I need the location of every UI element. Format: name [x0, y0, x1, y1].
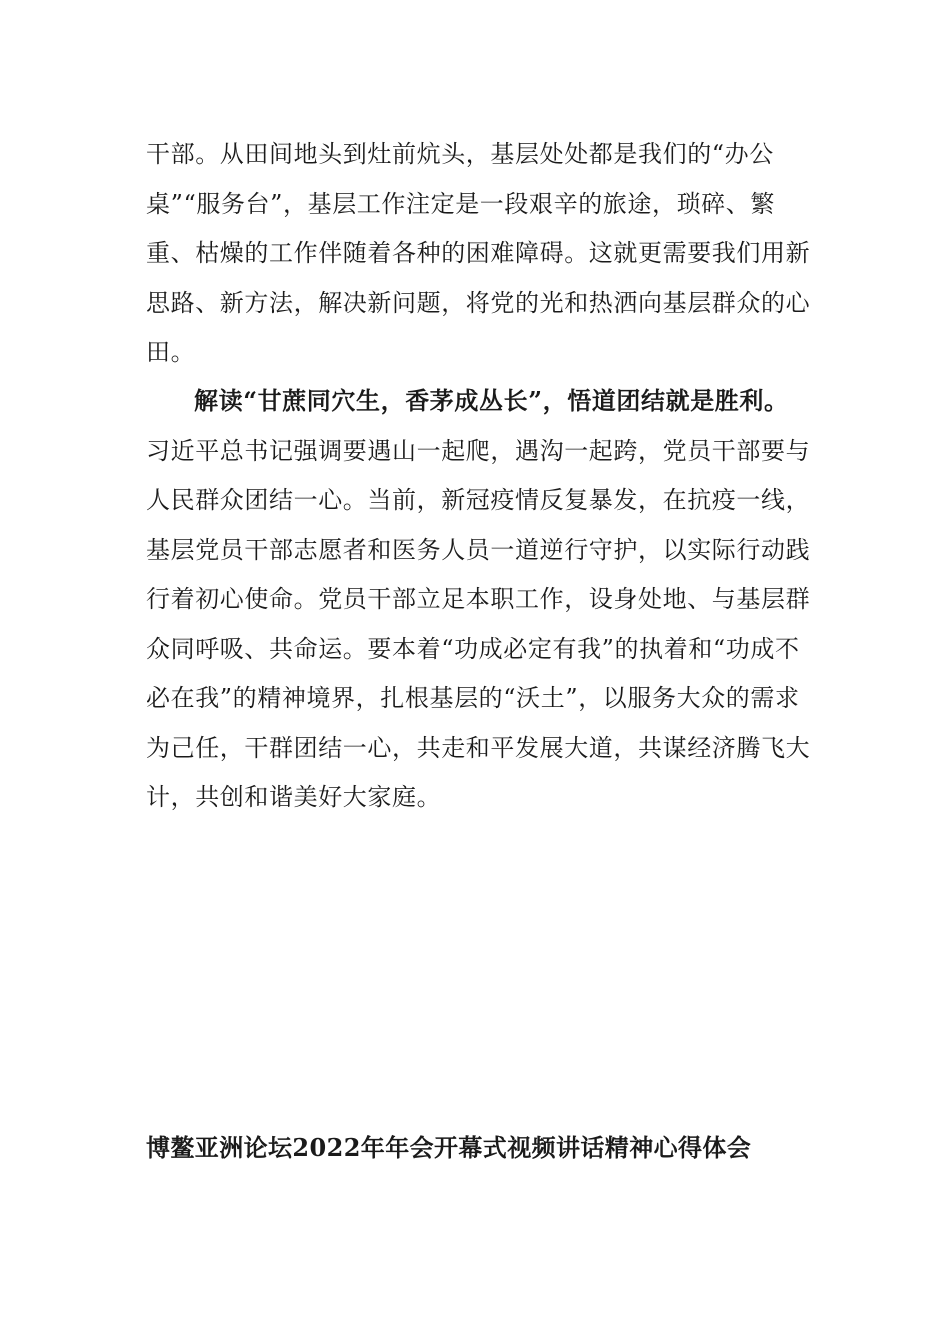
paragraph-lead-heading: 解读“甘蔗同穴生，香茅成丛长”，悟道团结就是胜利。: [194, 386, 789, 415]
next-article-title: 博鳌亚洲论坛2022年年会开幕式视频讲话精神心得体会: [146, 1133, 752, 1162]
paragraph-unity: [146, 376, 812, 823]
paragraph-continuation: 干部。从田间地头到灶前炕头，基层处处都是我们的“办公桌”“服务台”，基层工作注定是一段艰辛的旅途，琐碎、繁重、枯燥的工作伴随着各种的困难障碍。这就更需要我们用新思路、新方法，解决新问题，将党的光和热洒向基层群众的心田。: [146, 140, 811, 366]
paragraph-body: 习近平总书记强调要遇山一起爬，遇沟一起跨，党员干部要与人民群众团结一心。当前，新冠疫情反复暴发，在抗疫一线，基层党员干部志愿者和医务人员一道逆行守护，以实际行动践行着初心使命。党员干部立足本职工作，设身处地、与基层群众同呼吸、共命运。要本着“功成必定有我”的执着和“功成不必在我”的精神境界，扎根基层的“沃土”，以服务大众的需求为己任，干群团结一心，共走和平发展大道，共谋经济腾飞大计，共创和谐美好大家庭。: [146, 436, 811, 811]
